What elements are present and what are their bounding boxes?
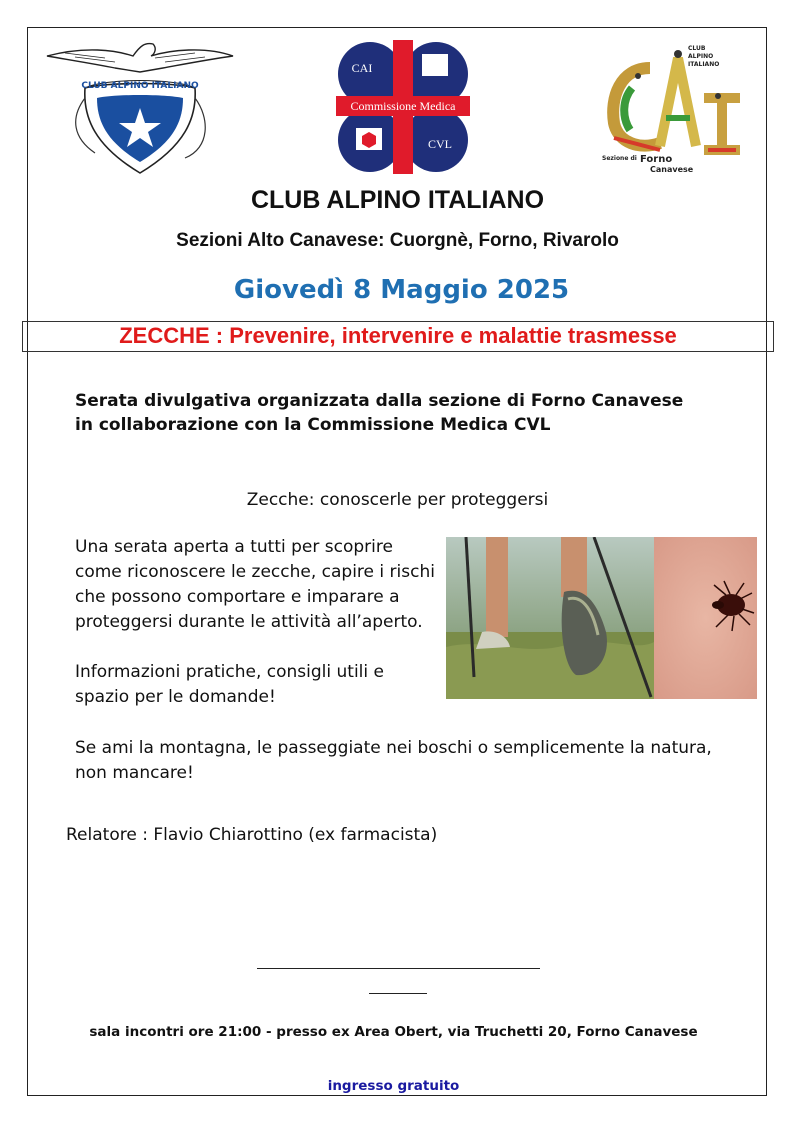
paragraph-1-line: proteggersi durante le attività all’aperto. — [75, 612, 423, 632]
divider-line — [257, 968, 540, 969]
logo-left-text: CLUB ALPINO ITALIANO — [81, 81, 199, 91]
logo-center-cai: CAI — [351, 61, 373, 75]
logo-right-sezione: Sezione di — [602, 155, 637, 162]
hiking-and-tick-photo — [446, 537, 757, 699]
paragraph-1-line: che possono comportare e imparare a — [75, 587, 400, 607]
commissione-medica-logo — [336, 40, 470, 174]
sections-subtitle: Sezioni Alto Canavese: Cuorgnè, Forno, Rivarolo — [176, 230, 619, 251]
event-topic: ZECCHE : Prevenire, intervenire e malattie trasmesse — [119, 323, 677, 348]
paragraph-2-line: spazio per le domande! — [75, 687, 276, 707]
logo-right-canavese: Canavese — [650, 165, 694, 174]
paragraph-3 — [75, 736, 712, 786]
logo-center-cvl: CVL — [428, 137, 452, 151]
logo-right-forno: Forno — [640, 154, 673, 165]
paragraph-1 — [75, 535, 435, 635]
intro-text — [75, 389, 715, 437]
entry-info: ingresso gratuito — [327, 1078, 460, 1094]
paragraph-1-line: come riconoscere le zecche, capire i rischi — [75, 562, 435, 582]
paragraph-2 — [75, 660, 384, 710]
event-subtitle: Zecche: conoscerle per proteggersi — [246, 490, 549, 510]
intro-line-2: in collaborazione con la Commissione Medica CVL — [75, 415, 551, 435]
event-date: Giovedì 8 Maggio 2025 — [233, 275, 570, 305]
venue-info: sala incontri ore 21:00 - presso ex Area Obert, via Truchetti 20, Forno Canavese — [89, 1024, 698, 1040]
paragraph-1-line: Una serata aperta a tutti per scoprire — [75, 537, 393, 557]
cai-forno-logo — [600, 38, 752, 174]
divider-line-short — [369, 993, 427, 994]
logo-right-club: CLUB — [688, 45, 706, 52]
paragraph-3-line: Se ami la montagna, le passeggiate nei boschi o semplicemente la natura, — [75, 738, 712, 758]
paragraph-2-line: Informazioni pratiche, consigli utili e — [75, 662, 384, 682]
logo-center-band: Commissione Medica — [350, 99, 456, 113]
speaker: Relatore : Flavio Chiarottino (ex farmacista) — [66, 825, 438, 845]
club-title: CLUB ALPINO ITALIANO — [250, 186, 545, 214]
cai-eagle-shield-logo — [45, 38, 235, 178]
intro-line-1: Serata divulgativa organizzata dalla sezione di Forno Canavese — [75, 391, 684, 411]
logo-right-italiano: ITALIANO — [688, 61, 720, 68]
logo-right-alpino: ALPINO — [688, 53, 714, 60]
paragraph-3-line: non mancare! — [75, 763, 194, 783]
